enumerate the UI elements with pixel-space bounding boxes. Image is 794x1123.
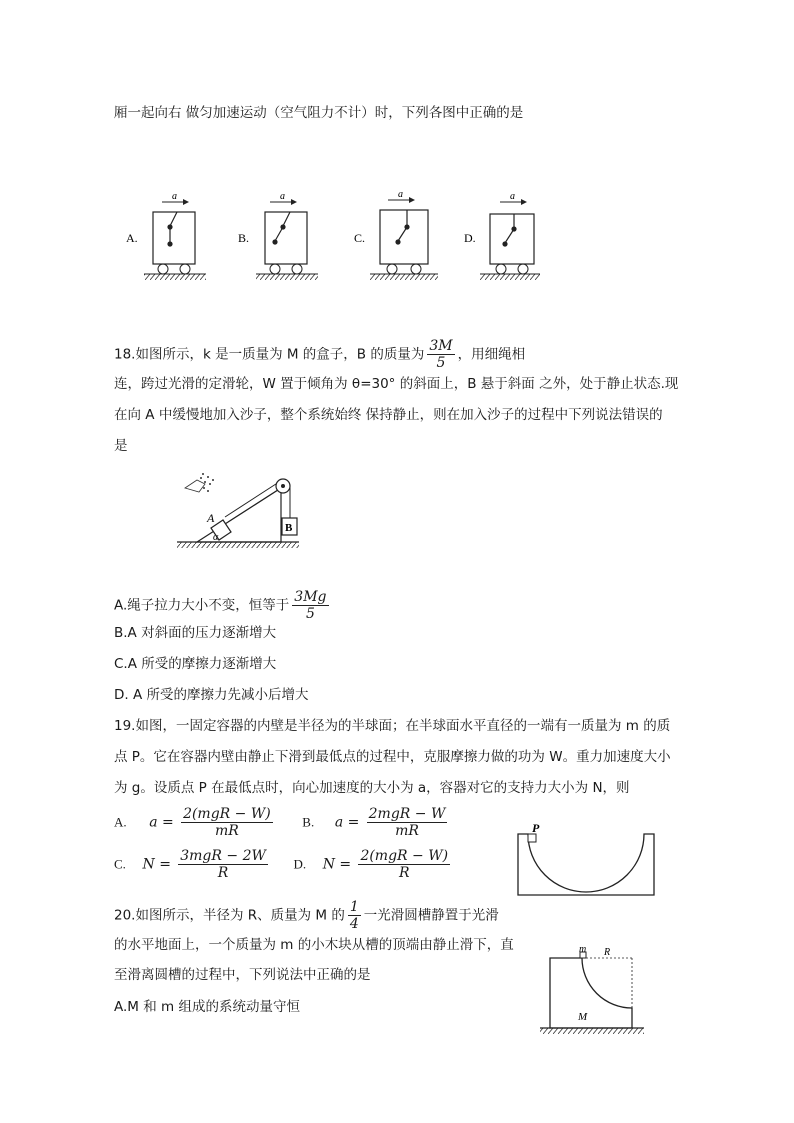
q19-bowl-figure (514, 820, 664, 900)
option-label-d: D. (464, 231, 476, 245)
q18-mass-num: 3M (429, 338, 453, 354)
q19-option-a-fraction (181, 806, 273, 839)
q18-line-1-pre: 18.如图所示，k 是一质量为 M 的盒子，B 的质量为 (114, 346, 425, 363)
q20-frac-num: 1 (349, 899, 359, 915)
q19-option-d-num: 2(mgR − W) (360, 848, 449, 864)
q19-line-3: 为 g。设质点 P 在最低点时，向心加速度的大小为 a，容器对它的支持力大小为 N，则 (114, 780, 630, 796)
q18-option-a-num: 3Mg (294, 589, 327, 605)
q19-option-b-den: mR (395, 823, 419, 839)
accel-label: a (398, 190, 403, 200)
radius-label: R (604, 947, 611, 958)
q19-option-c-label: C. (114, 856, 126, 872)
q18-line-1-post: ，用细绳相 (457, 346, 526, 363)
q19-option-c-num: 3mgR − 2W (180, 848, 266, 864)
q20-quarter-fraction (348, 899, 361, 932)
accel-label: a (510, 191, 515, 202)
q19-option-a-num: 2(mgR − W) (183, 806, 271, 822)
q19-option-a-den: mR (214, 823, 239, 839)
q19-options-row-1 (114, 806, 450, 839)
q19-option-d-lhs: N = (322, 856, 352, 873)
accel-label: a (280, 191, 285, 202)
q18-option-b: B.A 对斜面的压力逐渐增大 (114, 625, 277, 641)
q18-option-a-fraction (292, 589, 328, 622)
q20-line-2: 的水平地面上，一个质量为 m 的小木块从槽的顶端由静止滑下，直 (114, 937, 514, 953)
q20-groove-figure (538, 944, 648, 1036)
q18-line-4: 是 (114, 438, 128, 454)
block-m-label: m (579, 944, 587, 955)
q19-options-row-2 (114, 848, 453, 881)
q18-option-a-den: 5 (305, 606, 315, 622)
accel-label: a (172, 191, 177, 202)
q19-line-1: 19.如图，一固定容器的内壁是半径为的半球面；在半球面水平直径的一端有一质量为 m 的质 (114, 718, 671, 734)
option-label-b: B. (238, 231, 250, 245)
q18-line-3: 在向 A 中缓慢地加入沙子，整个系统始终 保持静止，则在加入沙子的过程中下列说法错误的 (114, 407, 663, 423)
q19-option-b-label: B. (302, 814, 315, 830)
intro-text: 厢一起向右 做匀加速运动（空气阻力不计）时，下列各图中正确的是 (114, 105, 524, 121)
cart-option-d (464, 191, 540, 280)
option-label-a: A. (126, 231, 138, 245)
sand-particles (185, 473, 214, 492)
q19-option-b-num: 2mgR − W (368, 806, 446, 822)
q18-option-c: C.A 所受的摩擦力逐渐增大 (114, 656, 277, 672)
q18-line-1 (114, 338, 525, 371)
q20-line-3: 至滑离圆槽的过程中，下列说法中正确的是 (114, 967, 371, 983)
q19-option-d-den: R (398, 865, 410, 881)
cart-option-c (354, 190, 438, 280)
q20-line-1 (114, 899, 499, 932)
block-a-label: A (207, 511, 215, 525)
q19-option-c-den: R (217, 865, 229, 881)
q19-option-a-label: A. (114, 814, 127, 830)
q19-option-d-label: D. (293, 856, 307, 872)
q19-option-d-fraction (358, 848, 450, 881)
q19-option-b-lhs: a = (334, 814, 360, 831)
q18-mass-fraction (427, 338, 454, 371)
q19-option-a-lhs: a = (149, 814, 174, 831)
cart-option-b (238, 191, 318, 280)
q19-line-2: 点 P。它在容器内壁由静止下滑到最低点的过程中，克服摩擦力做的功为 W。重力加速度大小 (114, 749, 671, 765)
groove-m-label: M (578, 1011, 588, 1023)
q19-option-c-fraction (178, 848, 268, 881)
q20-frac-den: 4 (349, 916, 359, 932)
angle-label: α (213, 532, 219, 543)
q20-line-1-pre: 20.如图所示，半径为 R、质量为 M 的 (114, 907, 345, 924)
q18-incline-figure (175, 466, 315, 550)
q19-option-b-fraction (367, 806, 448, 839)
q18-option-a (114, 589, 332, 622)
q18-line-2: 连，跨过光滑的定滑轮，W 置于倾角为 θ=30° 的斜面上，B 悬于斜面 之外，处于静止状态.现 (114, 376, 679, 392)
q19-option-c-lhs: N = (142, 856, 171, 873)
option-label-c: C. (354, 231, 366, 245)
q20-line-1-post: 一光滑圆槽静置于光滑 (363, 907, 499, 924)
point-p-label: P (532, 821, 540, 835)
q18-option-a-text: A.绳子拉力大小不变，恒等于 (114, 597, 290, 614)
q18-mass-den: 5 (436, 355, 446, 371)
block-b-label: B (285, 522, 293, 534)
cart-options-figure (120, 190, 540, 285)
q18-option-d: D. A 所受的摩擦力先减小后增大 (114, 687, 309, 703)
q20-option-a: A.M 和 m 组成的系统动量守恒 (114, 999, 300, 1015)
cart-option-a (126, 191, 206, 280)
